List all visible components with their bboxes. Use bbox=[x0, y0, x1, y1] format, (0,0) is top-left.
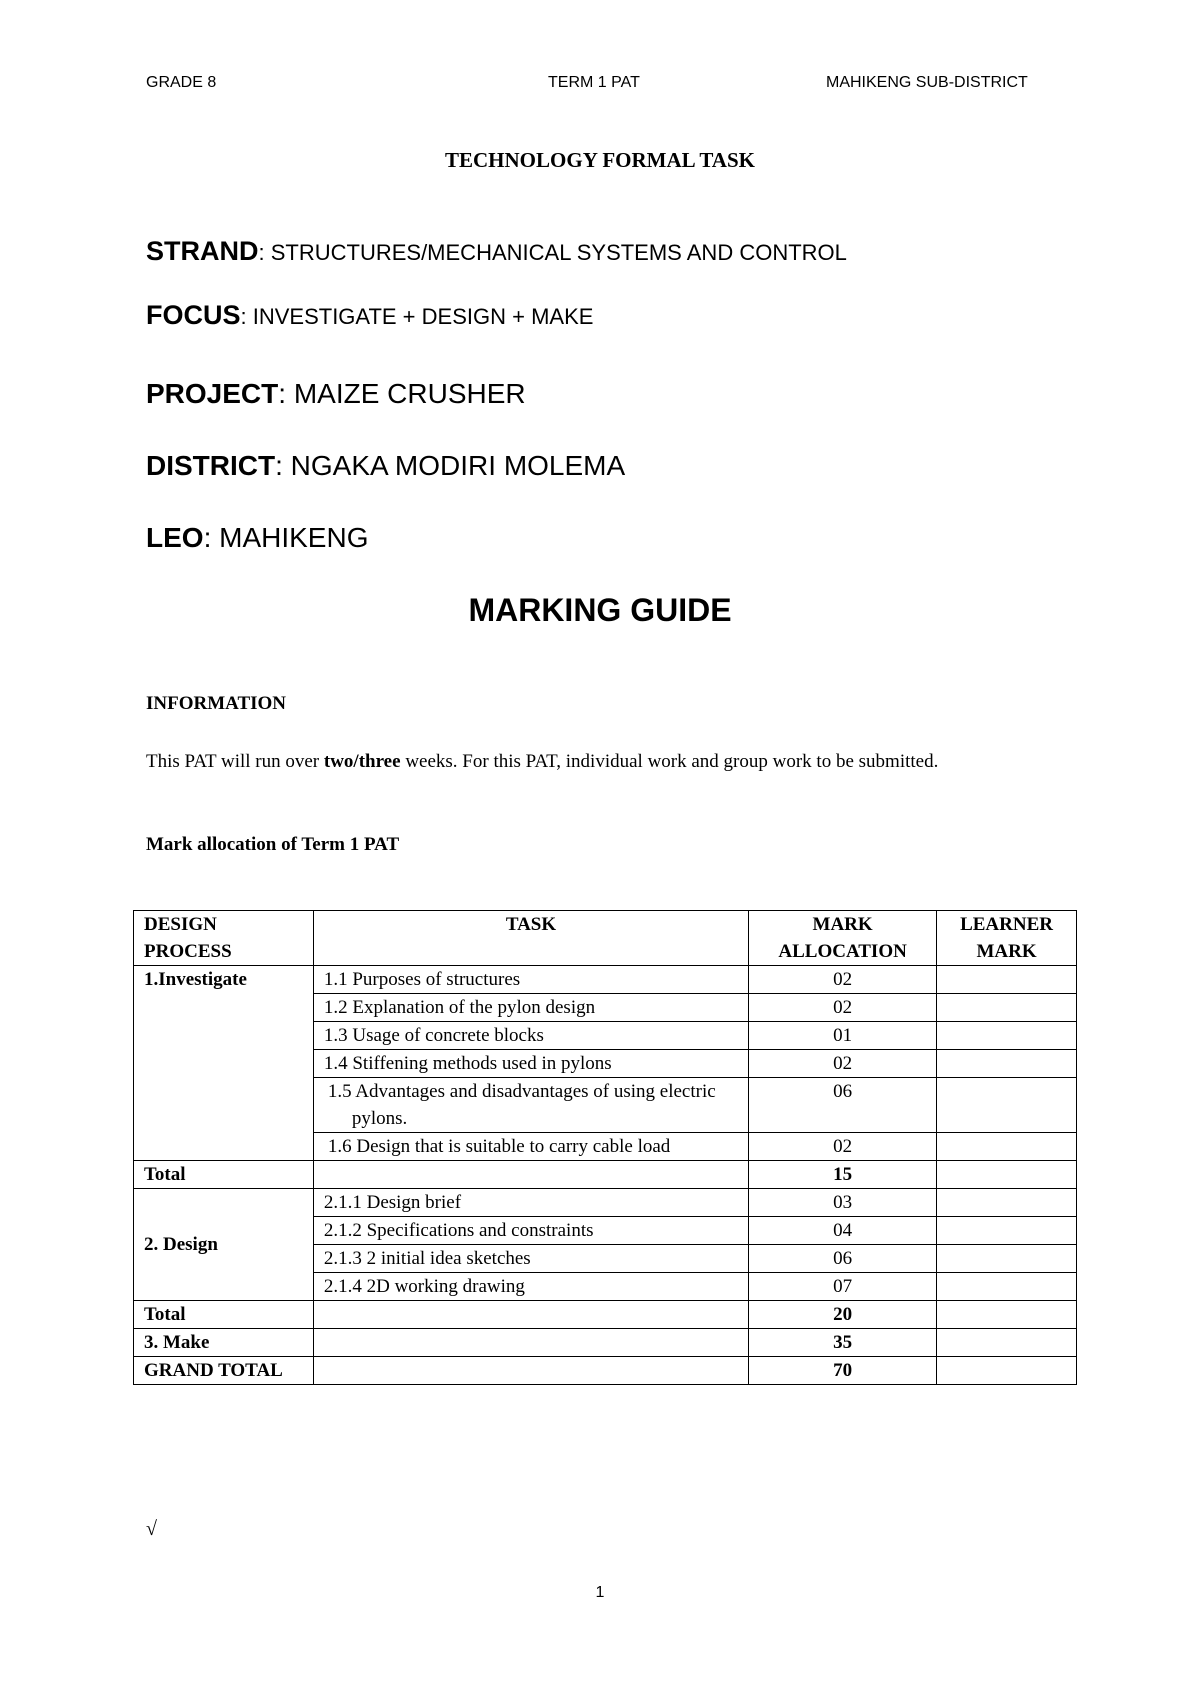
project-label: PROJECT bbox=[146, 378, 279, 409]
focus-label: FOCUS bbox=[146, 300, 241, 330]
mark-allocation-table bbox=[133, 910, 1077, 1385]
learner-mark-cell[interactable] bbox=[937, 1078, 1077, 1133]
learner-mark-cell[interactable] bbox=[937, 1050, 1077, 1078]
header-learner-mark: LEARNER MARK bbox=[937, 911, 1077, 966]
header-district: MAHIKENG SUB-DISTRICT bbox=[826, 74, 1028, 91]
allocation-heading: Mark allocation of Term 1 PAT bbox=[146, 834, 400, 855]
task-cell: 2.1.3 2 initial idea sketches bbox=[313, 1245, 748, 1273]
task-cell: 1.5 Advantages and disadvantages of using electric pylons. bbox=[313, 1078, 748, 1133]
task-cell: 1.6 Design that is suitable to carry cable load bbox=[313, 1133, 748, 1161]
focus-value: INVESTIGATE + DESIGN + MAKE bbox=[252, 304, 594, 329]
learner-mark-cell[interactable] bbox=[937, 1357, 1077, 1385]
grand-total-label: GRAND TOTAL bbox=[134, 1357, 314, 1385]
info-text-before: This PAT will run over bbox=[146, 751, 324, 772]
process-design: 2. Design bbox=[134, 1189, 314, 1301]
learner-mark-cell[interactable] bbox=[937, 1133, 1077, 1161]
district-value: NGAKA MODIRI MOLEMA bbox=[290, 450, 626, 481]
mark-cell: 04 bbox=[749, 1217, 937, 1245]
mark-cell: 06 bbox=[749, 1078, 937, 1133]
table-row bbox=[134, 966, 1077, 994]
learner-mark-cell[interactable] bbox=[937, 1245, 1077, 1273]
table-row-total bbox=[134, 1161, 1077, 1189]
mark-cell: 06 bbox=[749, 1245, 937, 1273]
total-mark: 15 bbox=[749, 1161, 937, 1189]
learner-mark-cell[interactable] bbox=[937, 1301, 1077, 1329]
task-cell: 1.2 Explanation of the pylon design bbox=[313, 994, 748, 1022]
info-text-bold: two/three bbox=[323, 751, 401, 772]
strand-value: STRUCTURES/MECHANICAL SYSTEMS AND CONTROL bbox=[270, 240, 847, 265]
empty-task-cell bbox=[313, 1161, 748, 1189]
leo-value: MAHIKENG bbox=[219, 522, 369, 553]
header-design-process: DESIGN PROCESS bbox=[134, 911, 314, 966]
marking-guide-title: MARKING GUIDE bbox=[468, 592, 732, 628]
district-line: DISTRICT: NGAKA MODIRI MOLEMA bbox=[146, 450, 626, 481]
header-grade: GRADE 8 bbox=[146, 74, 217, 91]
district-label: DISTRICT bbox=[146, 450, 276, 481]
information-paragraph bbox=[146, 748, 1060, 775]
strand-line: STRAND: STRUCTURES/MECHANICAL SYSTEMS AND CONTROL bbox=[146, 236, 847, 266]
task-cell: 1.4 Stiffening methods used in pylons bbox=[313, 1050, 748, 1078]
header-mark-allocation: MARK ALLOCATION bbox=[749, 911, 937, 966]
task-cell: 2.1.4 2D working drawing bbox=[313, 1273, 748, 1301]
empty-task-cell bbox=[313, 1329, 748, 1357]
learner-mark-cell[interactable] bbox=[937, 1022, 1077, 1050]
mark-cell: 02 bbox=[749, 966, 937, 994]
grand-total-mark: 70 bbox=[749, 1357, 937, 1385]
empty-task-cell bbox=[313, 1357, 748, 1385]
make-mark: 35 bbox=[749, 1329, 937, 1357]
leo-label: LEO bbox=[146, 522, 204, 553]
table-row bbox=[134, 1189, 1077, 1217]
empty-task-cell bbox=[313, 1301, 748, 1329]
table-row-total bbox=[134, 1301, 1077, 1329]
process-make: 3. Make bbox=[134, 1329, 314, 1357]
learner-mark-cell[interactable] bbox=[937, 1217, 1077, 1245]
project-line: PROJECT: MAIZE CRUSHER bbox=[146, 378, 526, 409]
mark-cell: 03 bbox=[749, 1189, 937, 1217]
strand-label: STRAND bbox=[146, 236, 259, 266]
learner-mark-cell[interactable] bbox=[937, 994, 1077, 1022]
total-label: Total bbox=[134, 1161, 314, 1189]
table-header-row bbox=[134, 911, 1077, 966]
focus-line: FOCUS: INVESTIGATE + DESIGN + MAKE bbox=[146, 300, 594, 330]
learner-mark-cell[interactable] bbox=[937, 966, 1077, 994]
learner-mark-cell[interactable] bbox=[937, 1329, 1077, 1357]
page-number: 1 bbox=[595, 1584, 605, 1601]
mark-cell: 02 bbox=[749, 994, 937, 1022]
learner-mark-cell[interactable] bbox=[937, 1189, 1077, 1217]
total-label: Total bbox=[134, 1301, 314, 1329]
task-cell: 2.1.2 Specifications and constraints bbox=[313, 1217, 748, 1245]
leo-line: LEO: MAHIKENG bbox=[146, 522, 369, 553]
mark-cell: 01 bbox=[749, 1022, 937, 1050]
process-investigate: 1.Investigate bbox=[134, 966, 314, 1161]
task-cell: 1.3 Usage of concrete blocks bbox=[313, 1022, 748, 1050]
info-text-after: weeks. For this PAT, individual work and group work to be submitted. bbox=[400, 751, 939, 772]
mark-cell: 02 bbox=[749, 1050, 937, 1078]
mark-cell: 02 bbox=[749, 1133, 937, 1161]
tick-mark: √ bbox=[146, 1518, 157, 1540]
header-term: TERM 1 PAT bbox=[548, 74, 640, 91]
learner-mark-cell[interactable] bbox=[937, 1161, 1077, 1189]
task-cell: 1.1 Purposes of structures bbox=[313, 966, 748, 994]
project-value: MAIZE CRUSHER bbox=[293, 378, 526, 409]
learner-mark-cell[interactable] bbox=[937, 1273, 1077, 1301]
table-row-grand-total bbox=[134, 1357, 1077, 1385]
task-cell: 2.1.1 Design brief bbox=[313, 1189, 748, 1217]
header-task: TASK bbox=[313, 911, 748, 966]
document-title: TECHNOLOGY FORMAL TASK bbox=[445, 148, 755, 172]
information-heading: INFORMATION bbox=[146, 693, 287, 714]
table-row-make bbox=[134, 1329, 1077, 1357]
total-mark: 20 bbox=[749, 1301, 937, 1329]
mark-cell: 07 bbox=[749, 1273, 937, 1301]
